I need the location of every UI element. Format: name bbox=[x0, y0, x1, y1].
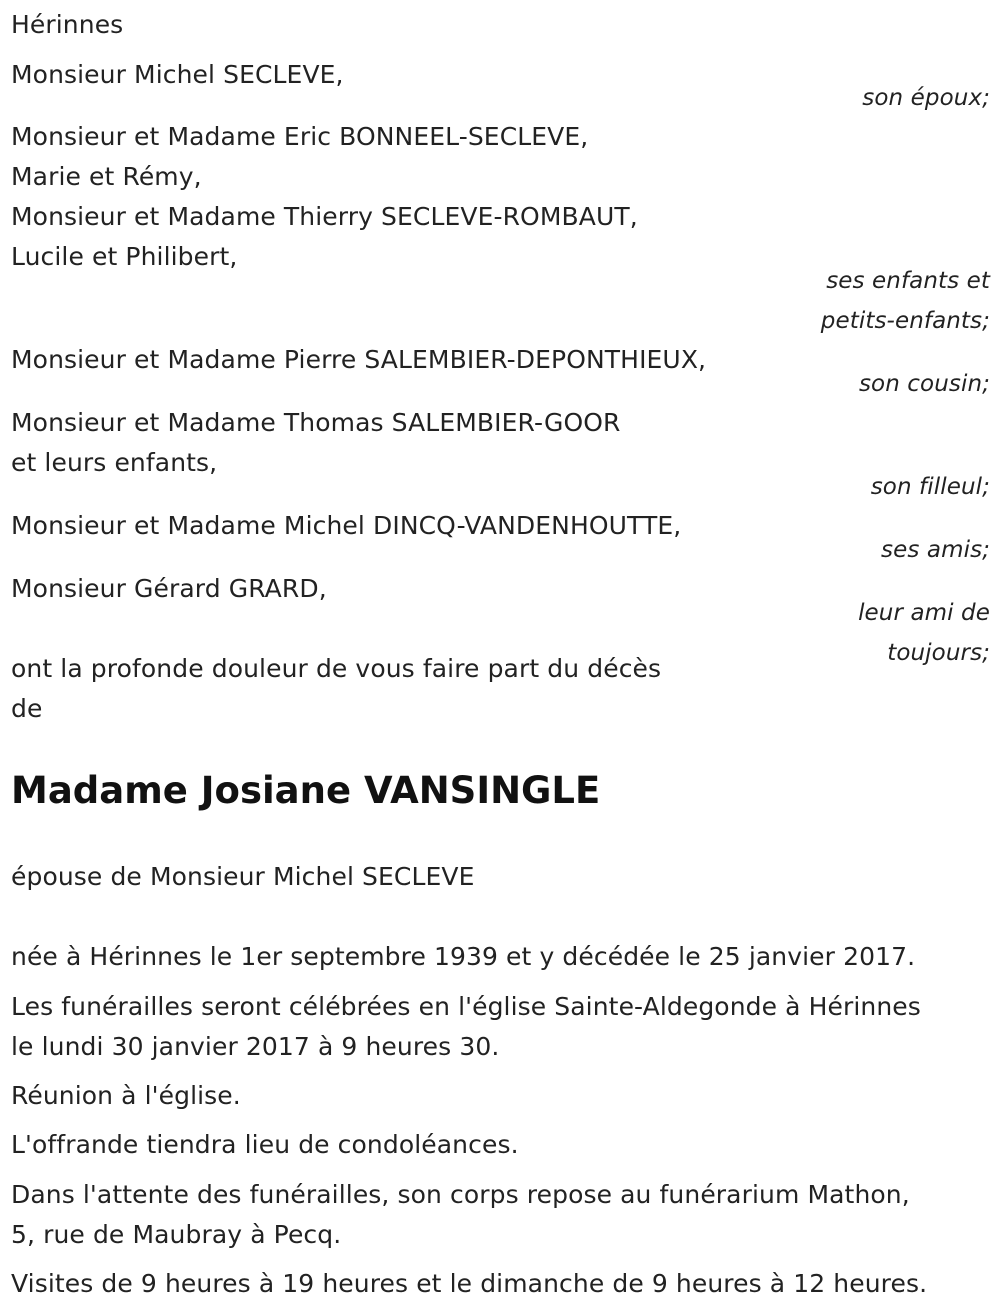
family-line: Monsieur Michel SECLEVE, bbox=[11, 60, 344, 89]
detail-line: Dans l'attente des funérailles, son corps repose au funérarium Mathon, bbox=[11, 1180, 910, 1209]
family-relation: son époux; bbox=[862, 85, 990, 111]
detail-line: le lundi 30 janvier 2017 à 9 heures 30. bbox=[11, 1032, 500, 1061]
announcement-line: de bbox=[11, 694, 43, 723]
family-line: Monsieur et Madame Thierry SECLEVE-ROMBAUT, bbox=[11, 202, 638, 231]
detail-line: née à Hérinnes le 1er septembre 1939 et y décédée le 25 janvier 2017. bbox=[11, 942, 916, 971]
family-line: et leurs enfants, bbox=[11, 448, 218, 477]
family-line: Monsieur Gérard GRARD, bbox=[11, 574, 327, 603]
family-line: Lucile et Philibert, bbox=[11, 242, 238, 271]
detail-line: Les funérailles seront célébrées en l'église Sainte-Aldegonde à Hérinnes bbox=[11, 992, 921, 1021]
family-relation: son cousin; bbox=[858, 371, 990, 397]
detail-line: 5, rue de Maubray à Pecq. bbox=[11, 1220, 342, 1249]
family-line: Monsieur et Madame Thomas SALEMBIER-GOOR bbox=[11, 408, 621, 437]
location-header: Hérinnes bbox=[11, 10, 124, 39]
announcement-line: ont la profonde douleur de vous faire part du décès bbox=[11, 654, 662, 683]
detail-line: Visites de 9 heures à 19 heures et le dimanche de 9 heures à 12 heures. bbox=[11, 1269, 928, 1298]
deceased-spouse: épouse de Monsieur Michel SECLEVE bbox=[11, 862, 475, 891]
family-relation: toujours; bbox=[887, 640, 990, 666]
detail-line: L'offrande tiendra lieu de condoléances. bbox=[11, 1130, 519, 1159]
family-line: Monsieur et Madame Eric BONNEEL-SECLEVE, bbox=[11, 122, 589, 151]
detail-line: Réunion à l'église. bbox=[11, 1081, 241, 1110]
family-relation: ses enfants et bbox=[826, 268, 990, 294]
family-line: Monsieur et Madame Pierre SALEMBIER-DEPONTHIEUX, bbox=[11, 345, 707, 374]
family-line: Marie et Rémy, bbox=[11, 162, 202, 191]
family-relation: ses amis; bbox=[881, 537, 990, 563]
family-line: Monsieur et Madame Michel DINCQ-VANDENHOUTTE, bbox=[11, 511, 682, 540]
family-relation: petits-enfants; bbox=[820, 308, 990, 334]
family-relation: son filleul; bbox=[870, 474, 990, 500]
family-relation: leur ami de bbox=[858, 600, 990, 626]
deceased-name: Madame Josiane VANSINGLE bbox=[11, 769, 601, 812]
